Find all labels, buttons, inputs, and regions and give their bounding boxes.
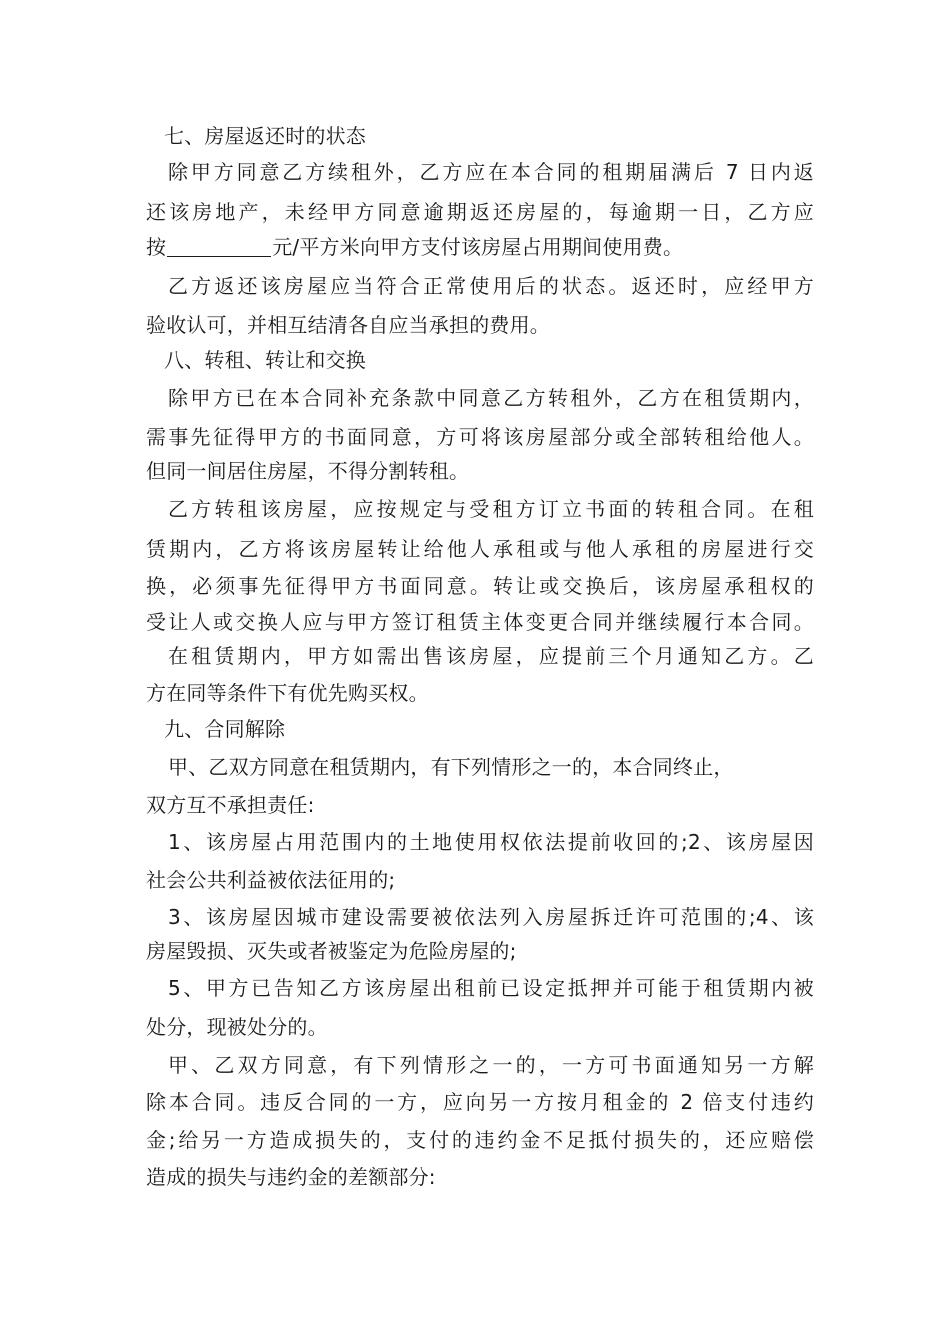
paragraph-line: 还该房地产，未经甲方同意逾期返还房屋的，每逾期一日，乙方应 [146,200,814,224]
section-heading-7: 七、房屋返还时的状态 [164,124,366,148]
paragraph-line: 房屋毁损、灭失或者被鉴定为危险房屋的; [146,939,517,963]
paragraph-line: 换，必须事先征得甲方书面同意。转让或交换后，该房屋承租权的 [146,574,814,598]
paragraph-line: 在租赁期内，甲方如需出售该房屋，应提前三个月通知乙方。乙 [168,644,814,668]
paragraph-line: 除甲方已在本合同补充条款中同意乙方转租外，乙方在租赁期内， [168,386,814,410]
paragraph-text: 元/平方米向甲方支付该房屋占用期间使用费。 [272,235,684,259]
paragraph-line: 1、该房屋占用范围内的土地使用权依法提前收回的;2、该房屋因 [168,830,814,854]
paragraph-line: 验收认可，并相互结清各自应当承担的费用。 [146,313,550,337]
paragraph-line: 甲、乙双方同意，有下列情形之一的，一方可书面通知另一方解 [168,1053,814,1077]
paragraph-line: 受让人或交换人应与甲方签订租赁主体变更合同并继续履行本合同。 [146,610,814,634]
paragraph-line: 需事先征得甲方的书面同意，方可将该房屋部分或全部转租给他人。 [146,425,814,449]
paragraph-line: 方在同等条件下有优先购买权。 [146,681,429,705]
section-heading-8: 八、转租、转让和交换 [164,348,366,372]
paragraph-line: 乙方转租该房屋，应按规定与受租方订立书面的转租合同。在租 [168,497,814,521]
paragraph-line: 赁期内，乙方将该房屋转让给他人承租或与他人承租的房屋进行交 [146,537,814,561]
paragraph-line-with-blank [146,232,683,262]
paragraph-line: 造成的损失与违约金的差额部分: [146,1165,436,1189]
paragraph-line: 双方互不承担责任: [146,793,315,817]
paragraph-line: 金;给另一方造成损失的，支付的违约金不足抵付损失的，还应赔偿 [146,1128,814,1152]
paragraph-line: 除本合同。违反合同的一方，应向另一方按月租金的 2 倍支付违约 [146,1090,814,1114]
paragraph-line: 除甲方同意乙方续租外，乙方应在本合同的租期届满后 7 日内返 [168,160,814,184]
paragraph-line: 甲、乙双方同意在租赁期内，有下列情形之一的，本合同终止， [168,755,734,779]
paragraph-line: 但同一间居住房屋，不得分割转租。 [146,459,470,483]
section-heading-9: 九、合同解除 [164,717,286,741]
paragraph-line: 处分，现被处分的。 [146,1015,328,1039]
fill-in-blank[interactable] [167,236,271,257]
paragraph-text: 按 [146,235,167,259]
paragraph-line: 5、甲方已告知乙方该房屋出租前已设定抵押并可能于租赁期内被 [168,976,814,1000]
paragraph-line: 乙方返还该房屋应当符合正常使用后的状态。返还时，应经甲方 [168,274,814,298]
paragraph-line: 3、该房屋因城市建设需要被依法列入房屋拆迁许可范围的;4、该 [168,905,814,929]
paragraph-line: 社会公共利益被依法征用的; [146,868,396,892]
